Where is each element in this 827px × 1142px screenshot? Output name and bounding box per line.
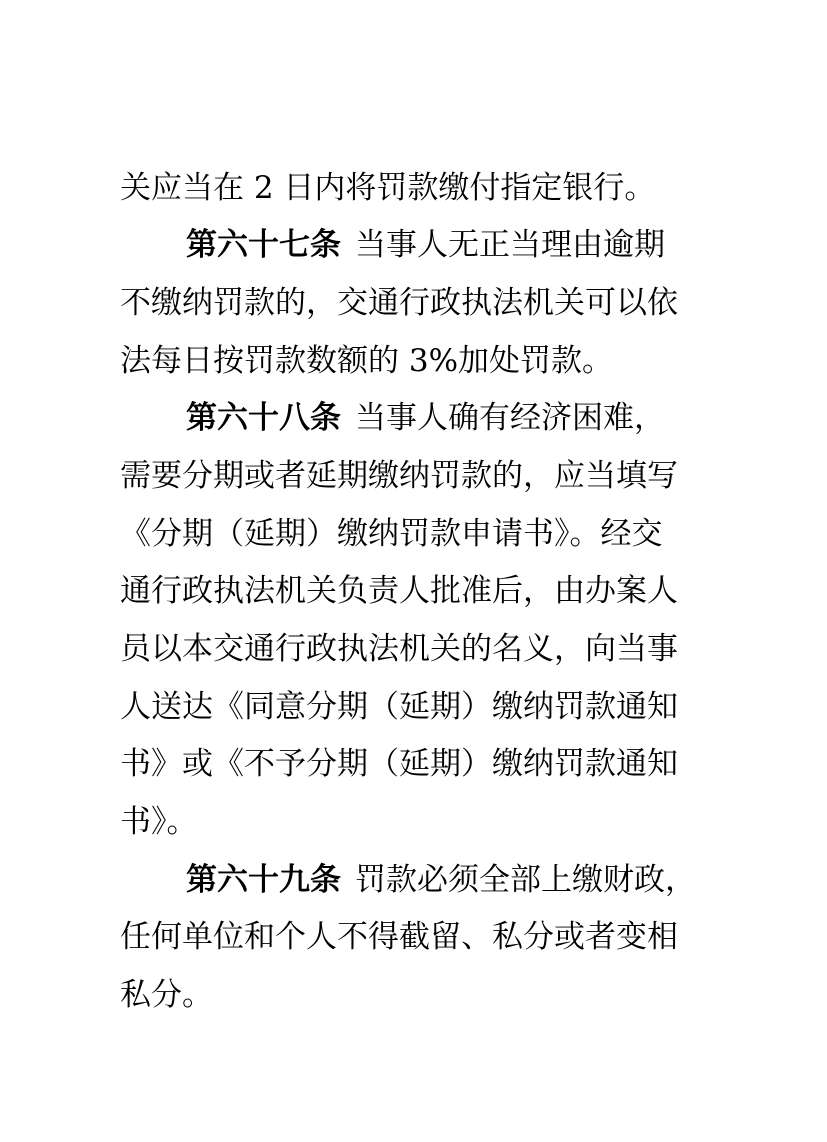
article-67-number: 第六十七条 — [186, 227, 341, 263]
article-69-number: 第六十九条 — [186, 862, 341, 898]
line-text: 法每日按罚款数额的 3%加处罚款。 — [120, 343, 614, 379]
line-text: 通行政执法机关负责人批准后，由办案人 — [120, 573, 678, 609]
text-line — [120, 804, 720, 867]
text-line — [120, 285, 720, 348]
line-text: 书》。 — [120, 804, 198, 840]
line-text: 需要分期或者延期缴纳罚款的，应当填写 — [120, 458, 678, 494]
line-text: 人送达《同意分期（延期）缴纳罚款通知 — [120, 689, 678, 725]
line-text: 当事人确有经济困难， — [355, 400, 665, 436]
article-68-first-line — [186, 400, 726, 463]
text-line — [120, 170, 720, 233]
article-68-number: 第六十八条 — [186, 400, 341, 436]
text-line — [120, 919, 720, 982]
line-text: 罚款必须全部上缴财政， — [355, 862, 696, 898]
line-text: 当事人无正当理由逾期 — [355, 227, 665, 263]
text-line — [120, 343, 720, 406]
line-text: 《分期（延期）缴纳罚款申请书》。经交 — [120, 516, 663, 552]
text-line — [120, 573, 720, 636]
line-text: 任何单位和个人不得截留、私分或者变相 — [120, 919, 678, 955]
line-text: 私分。 — [120, 977, 213, 1013]
text-line — [120, 516, 720, 579]
text-line — [120, 689, 720, 752]
article-69-first-line — [186, 862, 726, 925]
text-line — [120, 746, 720, 809]
text-line — [120, 977, 720, 1040]
line-text: 书》或《不予分期（延期）缴纳罚款通知 — [120, 746, 678, 782]
text-line — [120, 631, 720, 694]
text-line — [120, 458, 720, 521]
article-67-first-line — [186, 227, 726, 290]
line-text: 不缴纳罚款的，交通行政执法机关可以依 — [120, 285, 678, 321]
line-text: 关应当在 2 日内将罚款缴付指定银行。 — [120, 170, 656, 206]
line-text: 员以本交通行政执法机关的名义，向当事 — [120, 631, 678, 667]
